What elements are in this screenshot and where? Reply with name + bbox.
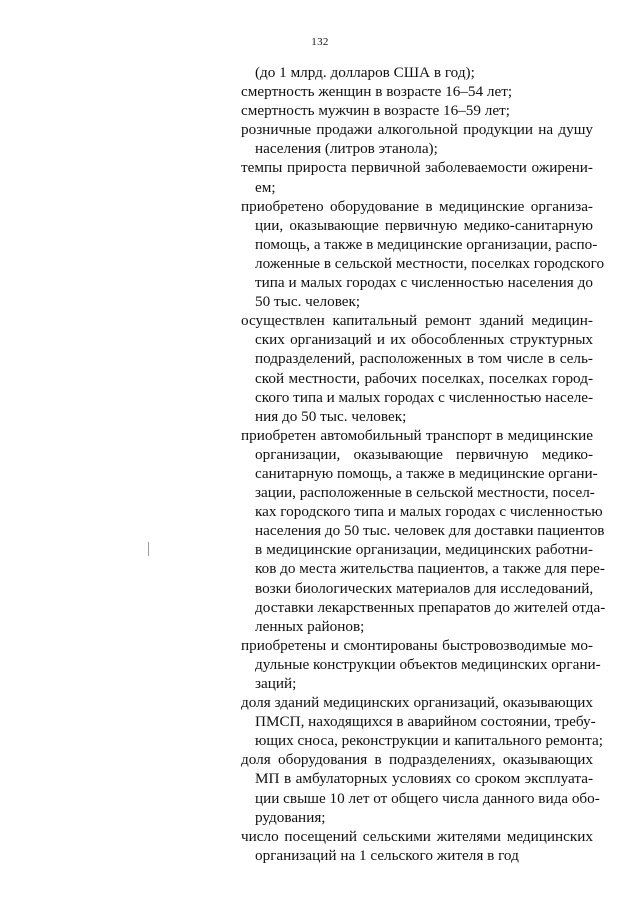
text-line: приобретен автомобильный транспорт в медицинские: [241, 426, 593, 444]
text-line: ем;: [255, 178, 276, 196]
text-line: приобретены и смонтированы быстровозводимые мо-: [241, 636, 593, 654]
text-line: дульные конструкции объектов медицинских органи-: [255, 655, 601, 673]
text-line: подразделений, расположенных в том числе в сель-: [255, 350, 593, 368]
text-line: доля оборудования в подразделениях, оказывающих: [241, 751, 593, 769]
text-line: число посещений сельскими жителями медицинских: [241, 827, 593, 845]
text-line: МП в амбулаторных условиях со сроком эксплуата-: [255, 770, 593, 788]
text-line: ния до 50 тыс. человек;: [255, 407, 407, 425]
text-line: ков до места жительства пациентов, а также для пере-: [255, 560, 605, 578]
text-line: населения до 50 тыс. человек для доставки пациентов: [255, 522, 605, 540]
text-line: заций;: [255, 675, 297, 692]
text-line: ской местности, рабочих поселках, поселках город-: [255, 369, 593, 387]
text-line: смертность мужчин в возрасте 16–59 лет;: [241, 102, 510, 120]
text-line: ции, оказывающие первичную медико-санитарную: [255, 216, 593, 234]
text-line: в медицинские организации, медицинских работни-: [255, 541, 593, 559]
text-line: ложенные в сельской местности, поселках городского: [255, 254, 605, 272]
text-line: розничные продажи алкогольной продукции на душу: [241, 121, 593, 139]
page-number: 132: [311, 36, 329, 48]
text-line: доля зданий медицинских организаций, оказывающих: [241, 694, 593, 712]
text-line: помощь, а также в медицинские организации, распо-: [255, 235, 598, 253]
text-line: ках городского типа и малых городах с численностью: [255, 503, 603, 521]
text-line: организации, оказывающие первичную медико-: [255, 445, 593, 463]
text-line: доставки лекарственных препаратов до жителей отда-: [255, 598, 606, 616]
text-line: населения (литров этанола);: [255, 140, 438, 158]
text-line: 50 тыс. человек;: [255, 293, 361, 311]
text-line: ПМСП, находящихся в аварийном состоянии, требу-: [255, 713, 596, 731]
text-line: (до 1 млрд. долларов США в год);: [255, 64, 475, 81]
text-line: организаций на 1 сельского жителя в год: [255, 846, 519, 864]
text-line: ющих сноса, реконструкции и капитального ремонта;: [255, 732, 603, 750]
text-line: осуществлен капитальный ремонт зданий медицин-: [241, 312, 593, 330]
text-line: зации, расположенные в сельской местности, посел-: [255, 484, 595, 502]
text-line: приобретено оборудование в медицинские организа-: [241, 197, 593, 215]
text-line: ского типа и малых городах с численностью населе-: [255, 388, 594, 406]
text-line: ции свыше 10 лет от общего числа данного вида обо-: [255, 789, 600, 807]
text-line: типа и малых городах с численностью населения до: [255, 274, 593, 292]
margin-mark: [148, 542, 149, 556]
text-line: рудования;: [255, 808, 326, 826]
text-line: возки биологических материалов для исследований,: [255, 579, 594, 597]
text-line: ских организаций и их обособленных структурных: [255, 331, 593, 349]
text-line: санитарную помощь, а также в медицинские органи-: [255, 464, 598, 482]
body-text: [241, 63, 606, 865]
text-line: ленных районов;: [255, 617, 365, 635]
text-line: темпы прироста первичной заболеваемости ожирени-: [241, 159, 593, 177]
text-line: смертность женщин в возрасте 16–54 лет;: [241, 83, 513, 101]
